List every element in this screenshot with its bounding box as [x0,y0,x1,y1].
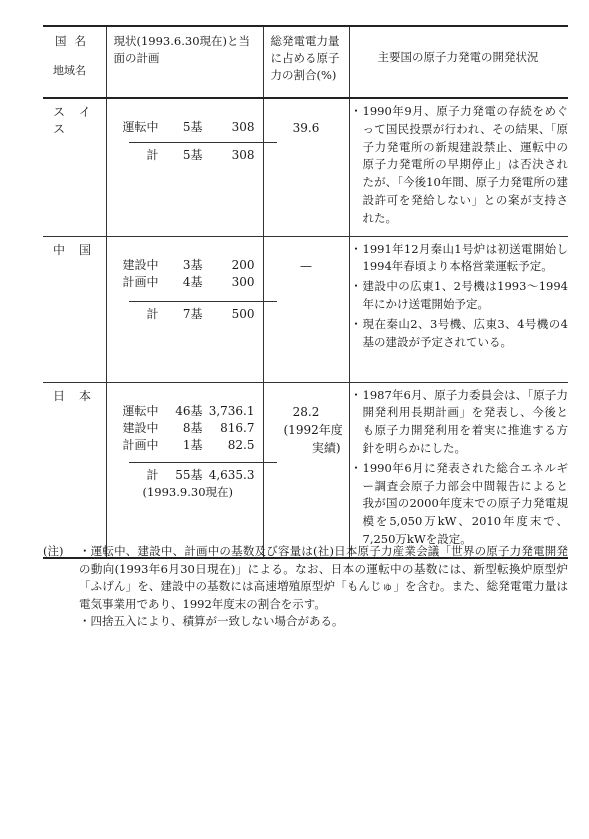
total-count: 55基 [175,467,203,482]
table-header-row [43,26,568,98]
development-item: ・ 1990年6月に発表された総合エネルギー調査会原子力部会中間報告によると我が国の2000年度末での原子力発電規模を5,050万kW、2010年度末で、7,250万kWを設定。 [350,460,568,546]
share-cell [263,98,349,236]
status-value: 3,736.1 [208,403,255,418]
status-count: 4基 [182,274,203,289]
total-value: 500 [231,306,255,321]
development-cell [349,236,568,382]
status-label: 建設中 [122,257,159,272]
status-label: 運転中 [122,403,159,418]
status-count: 46基 [175,403,203,418]
status-value: 82.5 [227,437,255,452]
development-item: ・ 建設中の広東1、2号機は1993～1994年にかけ送電開始予定。 [350,279,568,311]
status-cell [106,98,263,236]
status-count: 8基 [182,420,203,435]
status-count: 3基 [182,257,203,272]
development-item: ・ 現在秦山2、3号機、広東3、4号機の4基の建設が予定されている。 [350,316,568,349]
total-count: 7基 [182,306,203,321]
development-item: ・ 1990年9月、原子力発電の存続をめぐって国民投票が行われ、その結果、「原子力発電所の新規建設禁止、運転中の原子力発電所の早期停止」は否決されたが、「今後10年間、原子力発電所の建設許可を発給しない」との案が支持された。 [350,104,568,225]
status-line [107,274,263,291]
status-line [107,437,263,454]
status-count: 1基 [182,437,203,452]
share-cell [263,382,349,558]
status-line [107,403,263,420]
header-share: 総発電電力量に占める原子力の割合(%) [263,26,349,98]
status-value: 308 [231,120,255,134]
header-country [43,26,106,98]
table-row [43,382,568,558]
status-label: 計画中 [122,274,159,289]
footnote-item: ・運転中、建設中、計画中の基数及び容量は(社)日本原子力産業会議「世界の原子力発電開発の動向(1993年6月30日現在)」による。なお、日本の運転中の基数には、新型転換炉原型炉「ふげん」を、建設中の基数には高速増殖原型炉「もんじゅ」を含む。また、総発電電力量は電気事業用であり、1992年度末の割合を示す。 [79,544,568,611]
status-label: 建設中 [122,420,159,435]
footnote-label: (注) [43,544,64,558]
header-development: 主要国の原子力発電の開発状況 [349,26,568,98]
total-label: 計 [146,467,159,482]
status-value: 300 [231,274,255,289]
header-region-label: 地域名 [53,64,86,77]
total-value: 308 [231,148,255,162]
total-line [129,306,277,323]
development-cell [349,98,568,236]
development-item: ・ 1991年12月秦山1号炉は初送電開始し1994年春頃より本格営業運転予定。 [350,241,568,274]
header-country-label: 国名 [55,34,94,48]
development-item: ・ 1987年6月、原子力委員会は、「原子力開発利用長期計画」を発表し、今後とも原子力開発利用を着実に推進する方針を明らかにした。 [350,387,568,455]
footnotes [43,543,568,631]
total-line [129,467,277,484]
region-name: 中国 [53,242,106,257]
status-line [107,257,263,274]
share-note-year: (1992年度 [283,422,343,437]
development-cell [349,382,568,558]
total-line [129,147,277,164]
region-name: スイス [53,105,105,136]
status-cell [106,382,263,558]
total-label: 計 [146,306,159,321]
share-value: 39.6 [292,121,320,135]
status-value: 816.7 [220,420,255,435]
status-count: 5基 [182,120,203,134]
status-value: 200 [231,257,255,272]
share-value: 28.2 [292,404,320,419]
status-label: 計画中 [122,437,159,452]
share-value: — [300,258,312,273]
status-label: 運転中 [122,120,159,134]
total-date-note: (1993.9.30現在) [142,484,234,499]
status-cell [106,236,263,382]
nuclear-status-table [43,25,568,559]
header-status: 現状(1993.6.30現在)と当面の計画 [106,26,263,98]
status-line [107,119,263,136]
footnote-item: ・四捨五入により、積算が一致しない場合がある。 [79,614,344,628]
total-count: 5基 [182,148,203,162]
share-note-actual: 実績) [311,440,341,455]
share-cell [263,236,349,382]
table-row [43,236,568,382]
table-row [43,98,568,236]
status-line [107,420,263,437]
total-value: 4,635.3 [208,467,255,482]
total-label: 計 [146,148,159,162]
region-name: 日本 [53,388,106,403]
